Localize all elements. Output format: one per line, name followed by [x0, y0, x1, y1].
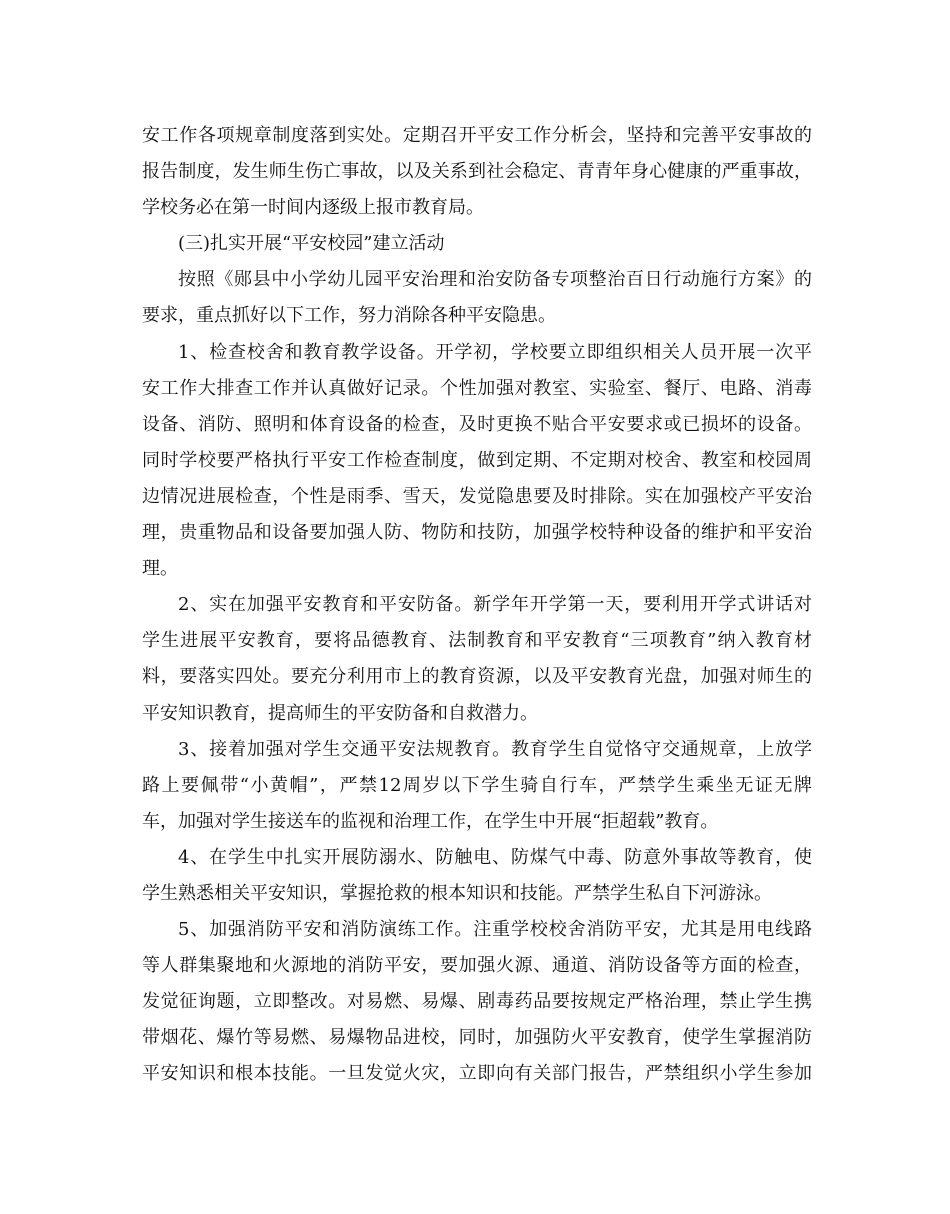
text-line: 车，加强对学生接送车的监视和治理工作，在学生中开展“拒超载”教育。: [142, 810, 719, 832]
text-line: 带烟花、爆竹等易燃、易爆物品进校，同时，加强防火平安教育，使学生掌握消防: [142, 1027, 812, 1049]
text-line: 等人群集聚地和火源地的消防平安，要加强火源、通道、消防设备等方面的检查，: [142, 955, 812, 977]
text-line: 学生熟悉相关平安知识，掌握抢救的根本知识和技能。严禁学生私自下河游泳。: [142, 882, 772, 904]
text-line: 理，贵重物品和设备要加强人防、物防和技防，加强学校特种设备的维护和平安治: [142, 522, 812, 544]
text-line: (三)扎实开展“平安校园”建立活动: [178, 233, 445, 255]
text-line: 5、加强消防平安和消防演练工作。注重学校校舍消防平安，尤其是用电线路: [178, 919, 812, 941]
text-line: 发觉征询题，立即整改。对易燃、易爆、剧毒药品要按规定严格治理，禁止学生携: [142, 991, 812, 1013]
text-line: 边情况进展检查，个性是雨季、雪天，发觉隐患要及时排除。实在加强校产平安治: [142, 485, 812, 507]
text-line: 同时学校要严格执行平安工作检查制度，做到定期、不定期对校舍、教室和校园周: [142, 449, 812, 471]
text-line: 按照《郧县中小学幼儿园平安治理和治安防备专项整治百日行动施行方案》的: [178, 269, 812, 291]
text-line: 平安知识教育，提高师生的平安防备和自救潜力。: [142, 702, 538, 724]
text-line: 安工作各项规章制度落到实处。定期召开平安工作分析会，坚持和完善平安事故的: [142, 125, 812, 146]
text-line: 4、在学生中扎实开展防溺水、防触电、防煤气中毒、防意外事故等教育，使: [178, 846, 812, 868]
text-line: 2、实在加强平安教育和平安防备。新学年开学第一天，要利用开学式讲话对: [178, 594, 812, 616]
text-line: 要求，重点抓好以下工作，努力消除各种平安隐患。: [142, 305, 556, 327]
text-line: 1、检查校舍和教育教学设备。开学初，学校要立即组织相关人员开展一次平: [178, 341, 812, 363]
text-line: 安工作大排查工作并认真做好记录。个性加强对教室、实验室、餐厅、电路、消毒: [142, 377, 812, 399]
text-line: 平安知识和根本技能。一旦发觉火灾，立即向有关部门报告，严禁组织小学生参加: [142, 1063, 812, 1085]
text-line: 3、接着加强对学生交通平安法规教育。教育学生自觉恪守交通规章，上放学: [178, 738, 812, 760]
text-line: 学生进展平安教育，要将品德教育、法制教育和平安教育“三项教育”纳入教育材: [142, 630, 812, 652]
text-line: 报告制度，发生师生伤亡事故，以及关系到社会稳定、青青年身心健康的严重事故，: [142, 161, 812, 183]
text-line: 路上要佩带“小黄帽”，严禁12周岁以下学生骑自行车，严禁学生乘坐无证无牌: [142, 774, 812, 796]
text-line: 料，要落实四处。要充分利用市上的教育资源，以及平安教育光盘，加强对师生的: [142, 666, 812, 688]
document-page: [142, 118, 812, 1093]
text-line: 学校务必在第一时间内逐级上报市教育局。: [142, 197, 484, 219]
text-line: 理。: [142, 558, 178, 580]
text-line: 设备、消防、照明和体育设备的检查，及时更换不贴合平安要求或已损坏的设备。: [142, 413, 812, 435]
